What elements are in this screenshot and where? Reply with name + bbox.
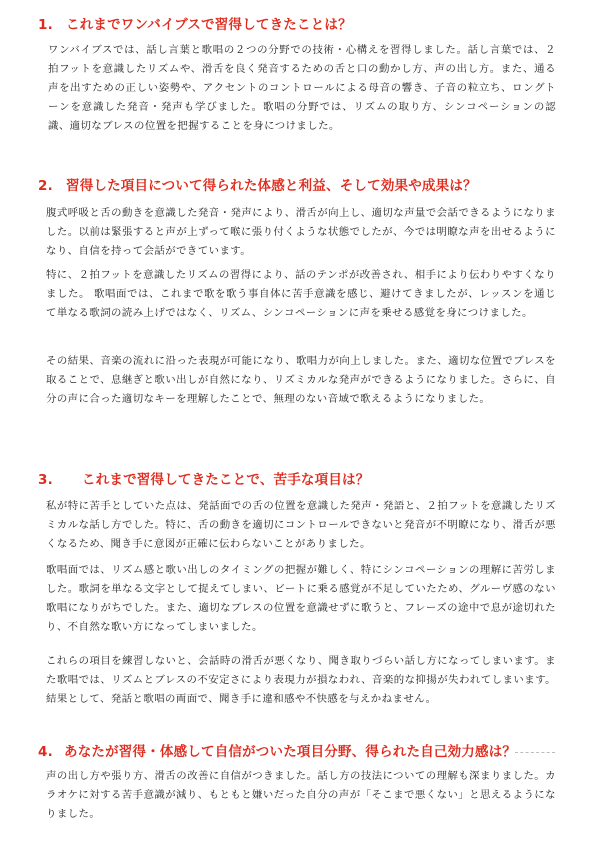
section-3 <box>0 470 604 705</box>
section-2-paragraph-3: その結果、音楽の流れに沿った表現が可能になり、歌唱力が向上しました。また、適切な位置でブレスを取ることで、息継ぎと歌い出しが自然になり、リズミカルな発声ができるようになりました。さらに、自分の声に合った適切なキーを理解したことで、無理のない音域で歌えるようになりました。 <box>46 355 556 405</box>
section-1-heading <box>0 15 604 35</box>
section-3-paragraph-2: 歌唱面では、リズム感と歌い出しのタイミングの把握が難しく、特にシンコペーションの理解に苦労しました。歌詞を単なる文字として捉えてしまい、ビートに乗る感覚が不足していたため、グルーヴ感のない歌唱になりがちでした。また、適切なブレスの位置を意識せずに歌うと、フレーズの途中で息が途切れたり、不自然な歌い方になってしまいました。 <box>46 564 556 633</box>
section-2-title: 習得した項目について得られた体感と利益、そして効果や成果は？ <box>66 178 477 194</box>
section-3-paragraph-1: 私が特に苦手としていた点は、発話面での舌の位置を意識した発声・発語と、２拍フットを意識したリズミカルな話し方でした。特に、舌の動きを適切にコントロールできないと発音が不明瞭になり、滑舌が悪くなるため、聞き手に意図が正確に伝わらないことがありました。 <box>46 500 556 550</box>
section-2-heading <box>0 176 604 196</box>
section-2-paragraph-2: 特に、２拍フットを意識したリズムの習得により、話のテンポが改善され、相手により伝わりやすくなりました。 歌唱面では、これまで歌を歌う事自体に苦手意識を感じ、避けてきましたが、レッスンを通じて単なる歌詞の読み上げではなく、リズム、シンコペーションに声を乗せる感覚を身につけました。 <box>46 269 556 319</box>
section-1-number: 1. <box>38 17 53 33</box>
section-4-number: 4. <box>38 744 53 760</box>
section-3-heading <box>0 470 604 490</box>
section-1-paragraph-1: ワンバイブスでは、話し言葉と歌唱の２つの分野での技術・心構えを習得しました。話し言葉では、２拍フットを意識したリズムや、滑舌を良く発音するための舌と口の動かし方、声の出し方。また、通る声を出すための正しい姿勢や、アクセントのコントロールによる母音の響き、子音の粒立ち、ロングトーンを意識した発音・発声も学びました。歌唱の分野では、リズムの取り方、シンコペーションの認識、適切なブレスの位置を把握することを身につけました。 <box>48 44 556 132</box>
section-2-number: 2. <box>38 178 53 194</box>
section-3-title: これまで習得してきたことで、苦手な項目は？ <box>82 472 370 488</box>
section-1 <box>0 15 604 132</box>
section-1-title: これまでワンバイブスで習得してきたことは？ <box>66 17 352 33</box>
section-2 <box>0 176 604 405</box>
section-3-number: 3. <box>38 472 53 488</box>
section-4-heading <box>0 742 604 762</box>
section-3-paragraph-3: これらの項目を練習しないと、会話時の滑舌が悪くなり、聞き取りづらい話し方になってしまいます。また歌唱では、リズムとブレスの不安定さにより表現力が損なわれ、音楽的な抑揚が失われてしまいます。結果として、発話と歌唱の両面で、聞き手に違和感や不快感を与えかねません。 <box>46 655 556 705</box>
section-4-divider <box>515 752 555 753</box>
section-4 <box>0 742 604 820</box>
section-2-paragraph-1: 腹式呼吸と舌の動きを意識した発音・発声により、滑舌が向上し、適切な声量で会話できるようになりました。以前は緊張すると声が上ずって喉に張り付くような状態でしたが、今では明瞭な声を出せるようになり、自信を持って会話ができています。 <box>46 207 556 257</box>
section-4-title: あなたが習得・体感して自信がついた項目分野、得られた自己効力感は？ <box>64 744 517 760</box>
section-4-paragraph-1: 声の出し方や張り方、滑舌の改善に自信がつきました。話し方の技法についての理解も深まりました。カラオケに対する苦手意識が減り、もともと嫌いだった自分の声が「そこまで悪くない」と思えるようになりました。 <box>46 770 556 820</box>
